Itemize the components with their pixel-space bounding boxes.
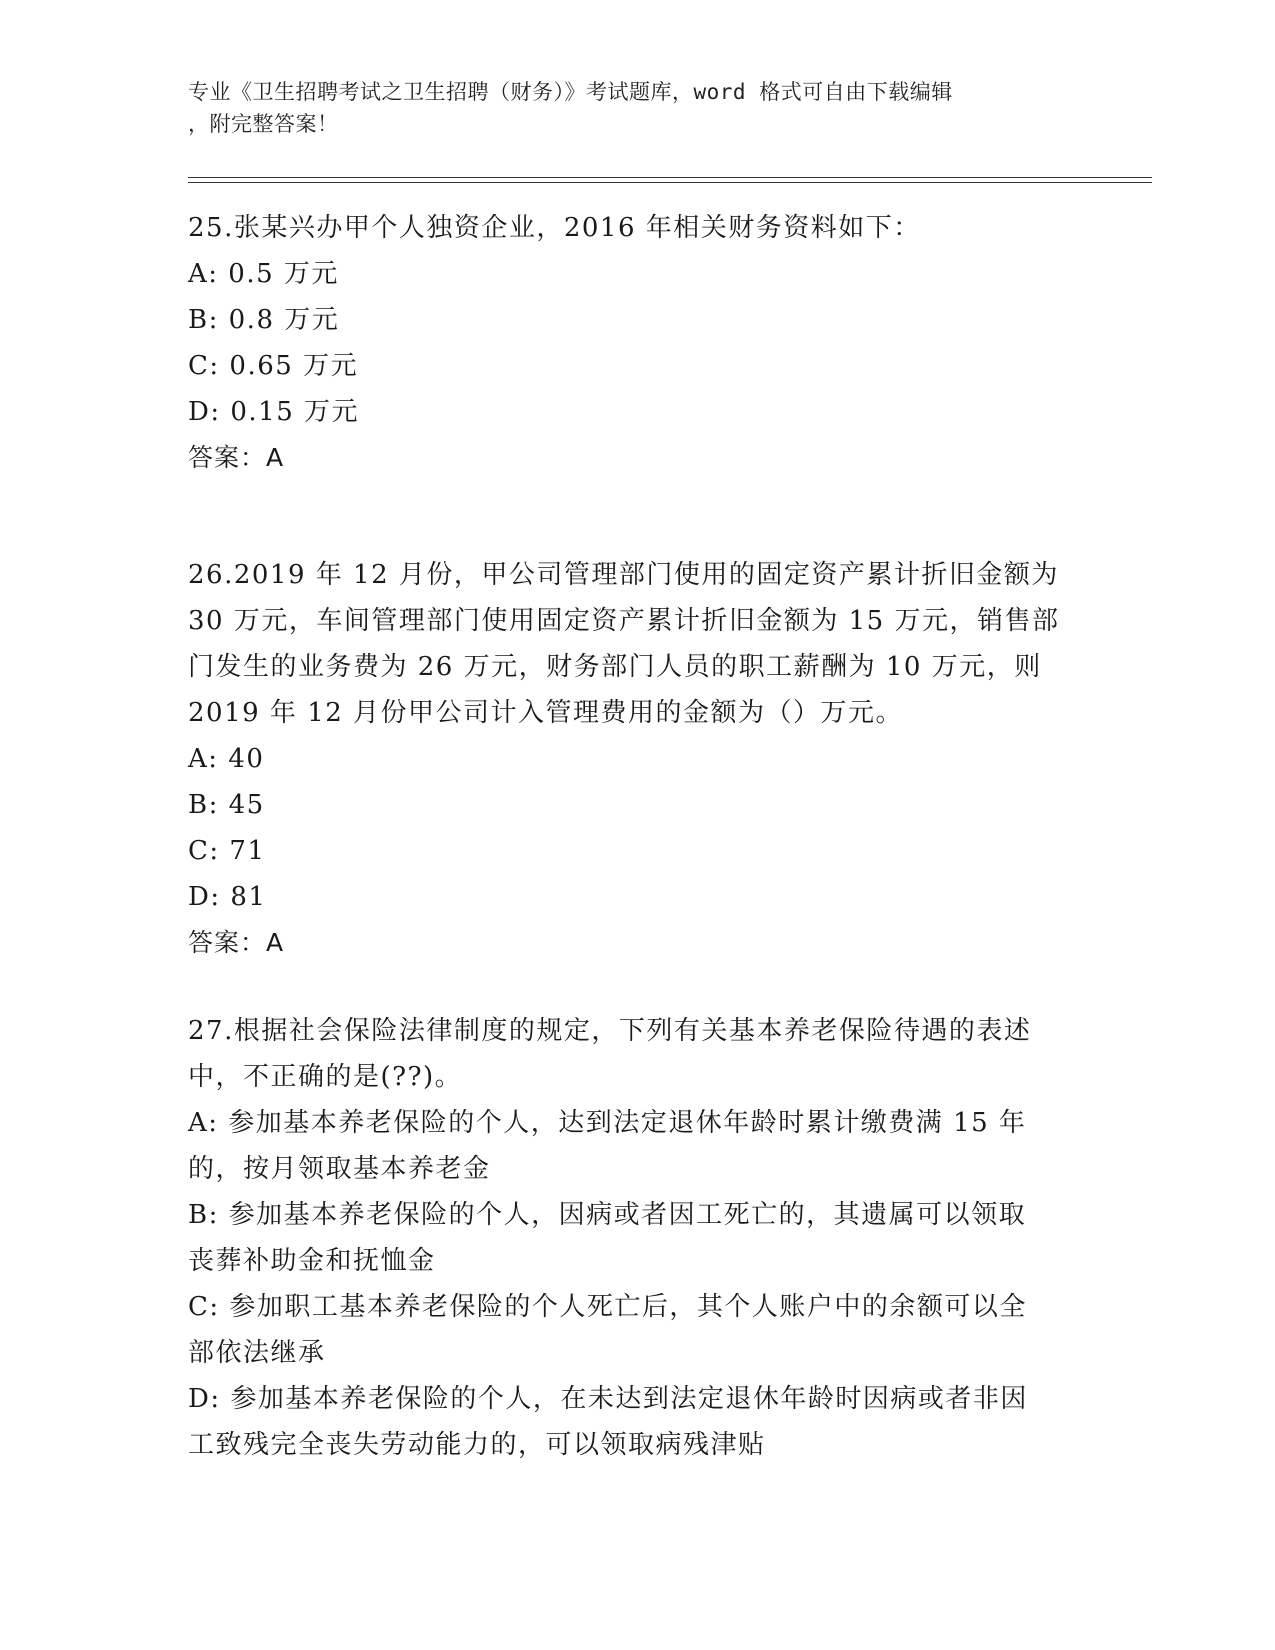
answer-label: 答案：A: [188, 928, 285, 957]
option-c: C: 71: [188, 836, 266, 866]
option-d-line-2: 工致残完全丧失劳动能力的，可以领取病残津贴: [188, 1430, 766, 1460]
option-a: A: 40: [188, 744, 265, 774]
header-divider-bottom: [188, 182, 1152, 183]
question-stem-line-4: 2019 年 12 月份甲公司计入管理费用的金额为（）万元。: [188, 698, 904, 728]
option-d-line-1: D: 参加基本养老保险的个人，在未达到法定退休年龄时因病或者非因: [188, 1384, 1028, 1414]
option-c-line-2: 部依法继承: [188, 1338, 326, 1368]
option-b: B: 45: [188, 790, 265, 820]
header-line-1: 专业《卫生招聘考试之卫生招聘（财务）》考试题库，word 格式可自由下载编辑: [188, 80, 953, 104]
answer-label: 答案：A: [188, 443, 285, 472]
header-line-2: ，附完整答案！: [188, 112, 339, 136]
option-b-line-1: B: 参加基本养老保险的个人，因病或者因工死亡的，其遗属可以领取: [188, 1200, 1027, 1230]
question-stem-line-1: 27.根据社会保险法律制度的规定，下列有关基本养老保险待遇的表述: [188, 1016, 1032, 1046]
question-26: [188, 552, 1088, 966]
option-a: A: 0.5 万元: [188, 259, 339, 289]
question-stem-line-2: 30 万元，车间管理部门使用固定资产累计折旧金额为 15 万元，销售部: [188, 606, 1060, 636]
question-27: [188, 1008, 1088, 1468]
question-stem: 25.张某兴办甲个人独资企业，2016 年相关财务资料如下：: [188, 213, 921, 243]
option-d: D: 81: [188, 882, 267, 912]
option-a-line-1: A: 参加基本养老保险的个人，达到法定退休年龄时累计缴费满 15 年: [188, 1108, 1027, 1138]
question-stem-line-2: 中，不正确的是(??)。: [188, 1062, 463, 1092]
option-c: C: 0.65 万元: [188, 351, 359, 381]
question-stem-line-1: 26.2019 年 12 月份，甲公司管理部门使用的固定资产累计折旧金额为: [188, 560, 1059, 590]
header-divider-top: [188, 177, 1152, 178]
option-a-line-2: 的，按月领取基本养老金: [188, 1154, 491, 1184]
question-25: [188, 205, 1088, 481]
option-d: D: 0.15 万元: [188, 397, 360, 427]
document-header: [188, 76, 1078, 140]
option-b: B: 0.8 万元: [188, 305, 340, 335]
option-c-line-1: C: 参加职工基本养老保险的个人死亡后，其个人账户中的余额可以全: [188, 1292, 1027, 1322]
option-b-line-2: 丧葬补助金和抚恤金: [188, 1246, 436, 1276]
question-stem-line-3: 门发生的业务费为 26 万元，财务部门人员的职工薪酬为 10 万元，则: [188, 652, 1042, 682]
